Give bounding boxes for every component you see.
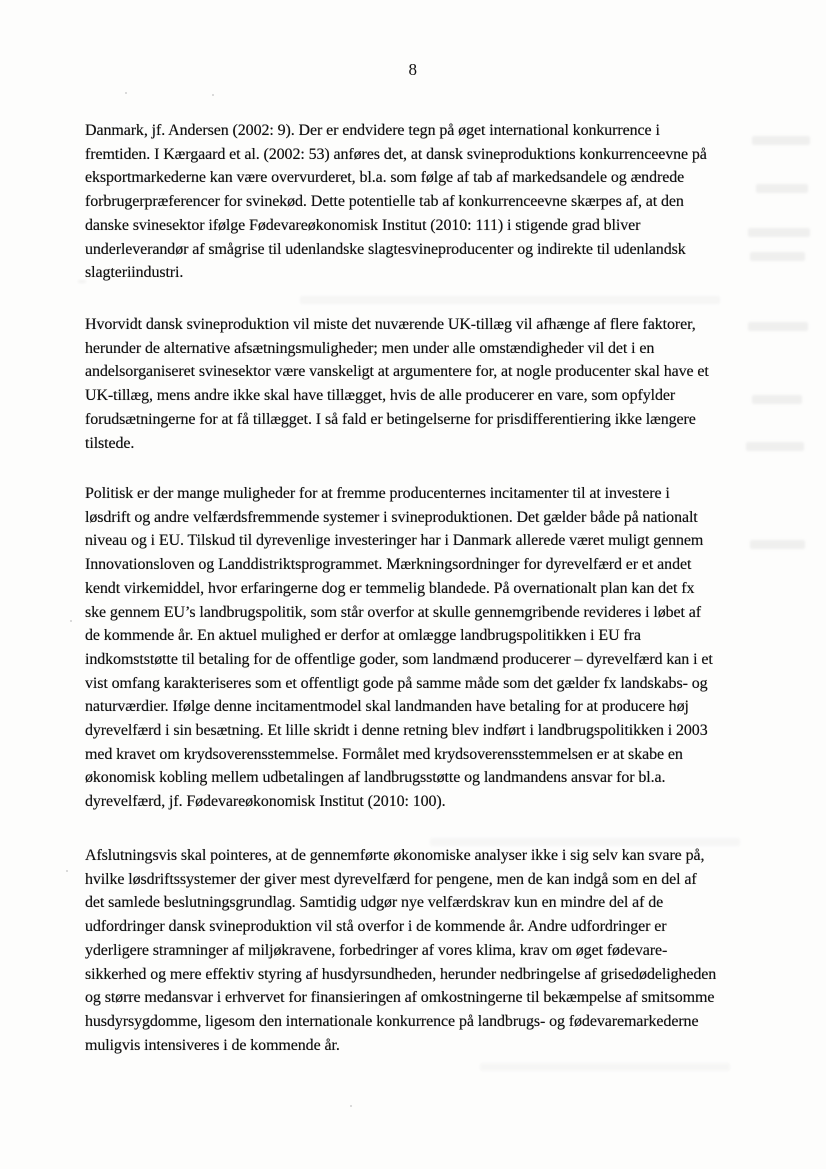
scan-speck: [70, 620, 72, 622]
text-line: underleverandør af smågrise til udenlandske slagtesvineproducenter og indirekte til udenlandsk: [85, 240, 686, 258]
text-line: kendt virkemiddel, hvor erfaringerne dog er temmelig blandede. På overnationalt plan kan det fx: [85, 579, 695, 597]
paragraph-international-konkurrence: [85, 119, 775, 285]
text-line: eksportmarkederne kan være overvurderet, bl.a. som følge af tab af markedsandele og ændrede: [85, 169, 685, 187]
text-line: tilstede.: [85, 434, 135, 452]
text-line: med kravet om krydsoverensstemmelse. Formålet med krydsoverensstemmelsen er at skabe en: [85, 745, 683, 763]
scan-speck: [212, 94, 214, 96]
text-line: indkomststøtte til betaling for de offentlige goder, som landmænd producerer – dyrevelfærd kan i et: [85, 650, 713, 668]
text-line: økonomisk kobling mellem udbetalingen af landbrugsstøtte og landmandens ansvar for bl.a.: [85, 769, 666, 787]
text-line: forudsætningerne for at få tillægget. I så fald er betingelserne for prisdifferentiering ikke længere: [85, 410, 696, 428]
text-line: vist omfang karakteriseres som et offentligt gode på samme måde som det gælder fx landskabs- og: [85, 674, 708, 692]
text-line: fremtiden. I Kærgaard et al. (2002: 53) anføres det, at dansk svineproduktions konkurrenceevne på: [85, 145, 707, 163]
paragraph-uk-tillaeg: [85, 313, 775, 455]
text-line: yderligere stramninger af miljøkravene, forbedringer af vores klima, krav om øget fødevare-: [85, 941, 668, 959]
text-line: udfordringer dansk svineproduktion vil stå overfor i de kommende år. Andre udfordringer er: [85, 918, 667, 936]
text-line: niveau og i EU. Tilskud til dyrevenlige investeringer har i Danmark allerede været muligt gennem: [85, 532, 704, 550]
scan-artifact: [300, 296, 720, 304]
text-line: muligvis intensiveres i de kommende år.: [85, 1036, 340, 1054]
text-line: slagteriindustri.: [85, 264, 184, 282]
text-line: husdyrsygdomme, ligesom den internationale konkurrence på landbrugs- og fødevaremarkederne: [85, 1012, 699, 1030]
text-line: UK-tillæg, mens andre ikke skal have tillægget, hvis de alle producerer en vare, som opfylder: [85, 387, 676, 405]
text-line: og større medansvar i erhvervet for finansieringen af omkostningerne til bekæmpelse af smitsomme: [85, 989, 715, 1007]
scan-artifact: [480, 1063, 730, 1071]
text-line: forbrugerpræferencer for svinekød. Dette potentielle tab af konkurrenceevne skærpes af, at den: [85, 193, 684, 211]
page-number: 8: [408, 60, 418, 79]
text-line: Hvorvidt dansk svineproduktion vil miste det nuværende UK-tillæg vil afhænge af flere faktorer,: [85, 316, 696, 333]
scan-speck: [66, 870, 68, 872]
scan-speck: [350, 1105, 352, 1107]
text-line: naturværdier. Ifølge denne incitamentmodel skal landmanden have betaling for at producere høj: [85, 698, 689, 716]
text-line: dyrevelfærd, jf. Fødevareøkonomisk Institut (2010: 100).: [85, 793, 446, 811]
text-line: Afslutningsvis skal pointeres, at de gennemførte økonomiske analyser ikke i sig selv kan svare på,: [85, 847, 705, 864]
text-line: dyrevelfærd i sin besætning. Et lille skridt i denne retning blev indført i landbrugspolitikken i 2003: [85, 722, 708, 740]
text-line: Danmark, jf. Andersen (2002: 9). Der er endvidere tegn på øget international konkurrence i: [85, 122, 660, 139]
text-line: Innovationsloven og Landdistriktsprogrammet. Mærkningsordninger for dyrevelfærd er et andet: [85, 556, 692, 574]
text-line: løsdrift og andre velfærdsfremmende systemer i svineproduktionen. Det gælder både på nationalt: [85, 508, 698, 526]
text-line: andelsorganiseret svinesektor være vanskeligt at argumentere for, at nogle producenter skal have et: [85, 363, 709, 381]
text-line: hvilke løsdriftssystemer der giver mest dyrevelfærd for pengene, men de kan indgå som en del af: [85, 870, 697, 888]
text-line: sikkerhed og mere effektiv styring af husdyrsundheden, herunder nedbringelse af grisedødeligheden: [85, 965, 717, 983]
scan-speck: [125, 92, 127, 94]
text-line: Politisk er der mange muligheder for at fremme producenternes incitamenter til at investere i: [85, 485, 670, 502]
text-line: det samlede beslutningsgrundlag. Samtidig udgør nye velfærdskrav kun en mindre del af de: [85, 894, 664, 912]
paragraph-politiske-muligheder: [85, 482, 775, 814]
text-line: ske gennem EU’s landbrugspolitik, som står overfor at skulle gennemgribende revideres i løbet af: [85, 603, 702, 621]
paragraph-afslutning: [85, 844, 775, 1057]
text-line: danske svinesektor ifølge Fødevareøkonomisk Institut (2010: 111) i stigende grad bliver: [85, 216, 641, 234]
text-line: herunder de alternative afsætningsmuligheder; men under alle omstændigheder vil det i en: [85, 339, 655, 357]
text-line: de kommende år. En aktuel mulighed er derfor at omlægge landbrugspolitikken i EU fra: [85, 627, 641, 645]
